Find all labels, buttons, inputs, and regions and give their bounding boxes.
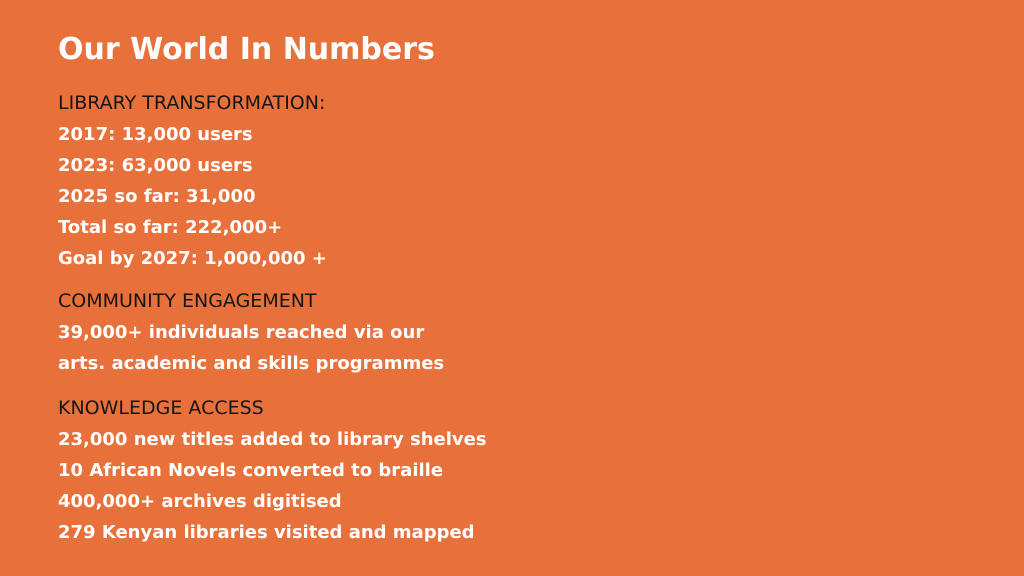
stat-line: 39,000+ individuals reached via our xyxy=(58,322,425,343)
stat-line: Total so far: 222,000+ xyxy=(58,217,283,238)
stat-line: 10 African Novels converted to braille xyxy=(58,460,444,481)
stat-line: 400,000+ archives digitised xyxy=(58,491,342,512)
stat-line: 2017: 13,000 users xyxy=(58,124,253,145)
stat-line: 2023: 63,000 users xyxy=(58,155,253,176)
section-heading: COMMUNITY ENGAGEMENT xyxy=(58,290,317,312)
stat-line: 2025 so far: 31,000 xyxy=(58,186,256,207)
slide-title: Our World In Numbers xyxy=(58,32,435,67)
section-community-engagement xyxy=(58,286,444,379)
stat-line: 23,000 new titles added to library shelves xyxy=(58,429,487,450)
section-heading: KNOWLEDGE ACCESS xyxy=(58,397,264,419)
stat-line: Goal by 2027: 1,000,000 + xyxy=(58,248,327,269)
stat-line: 279 Kenyan libraries visited and mapped xyxy=(58,522,475,543)
section-library-transformation xyxy=(58,88,327,274)
section-heading: LIBRARY TRANSFORMATION: xyxy=(58,92,326,114)
section-knowledge-access xyxy=(58,393,487,548)
stat-line: arts. academic and skills programmes xyxy=(58,353,445,374)
